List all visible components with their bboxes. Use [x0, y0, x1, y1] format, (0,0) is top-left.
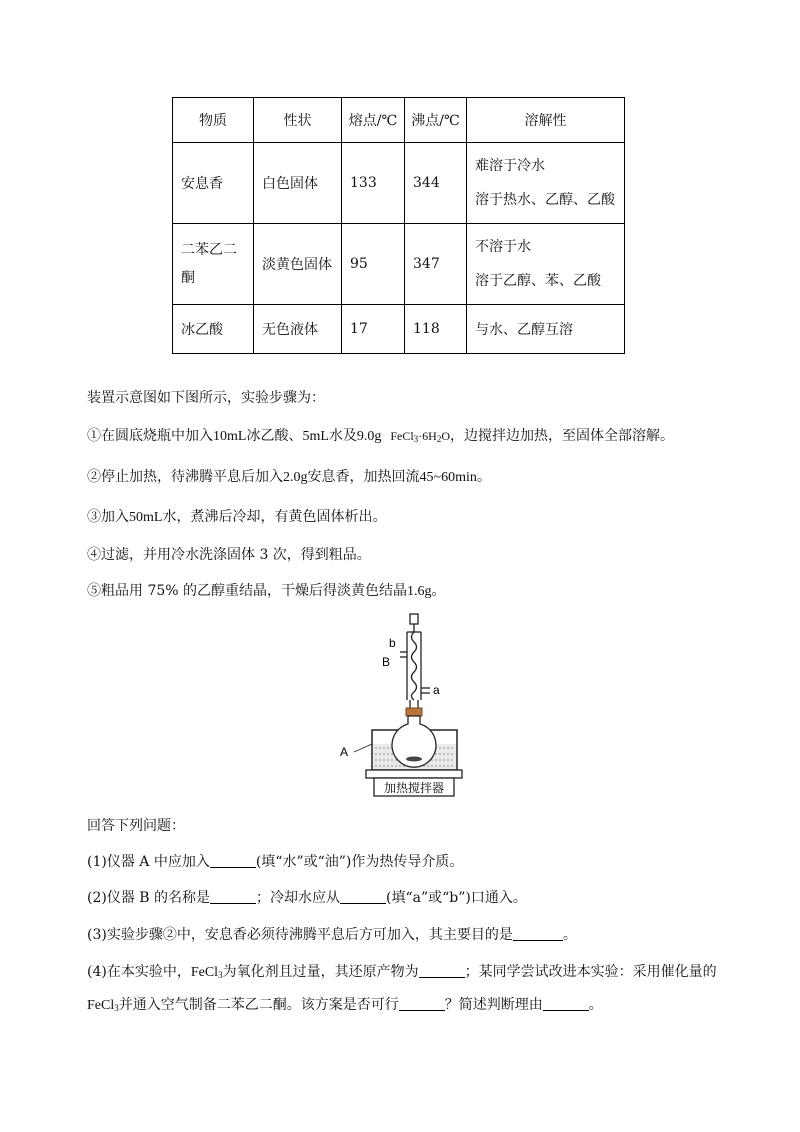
step-1: ①在圆底烧瓶中加入10mL冰乙酸、5mL水及9.0g $FeCl_3\cdot 6H_2O$，边搅拌边加热，至固体全部溶解。 [87, 428, 674, 444]
answer-blank[interactable] [210, 889, 256, 904]
cell-solubility: 与水、乙醇互溶 [467, 305, 625, 354]
label-A: A [340, 745, 349, 759]
label-b: b [389, 636, 396, 650]
condenser-icon [400, 614, 430, 708]
step-3: ③加入50mL水，煮沸后冷却，有黄色固体析出。 [87, 509, 387, 525]
cell-name: 安息香 [173, 143, 254, 224]
header-cell: 熔点/℃ [342, 98, 405, 143]
header-cell: 物质 [173, 98, 254, 143]
cell-bp: 347 [405, 224, 467, 305]
solubility-line: 难溶于冷水 [475, 158, 545, 174]
question-4: (4)在本实验中，FeCl$_3$为氧化剂且过量，其还原产物为 ；某同学尝试改进本实验：采用催化量的 [87, 964, 717, 980]
label-B: B [382, 655, 391, 669]
answer-blank[interactable] [340, 889, 386, 904]
cell-state: 淡黄色固体 [254, 224, 342, 305]
solubility-line: 不溶于水 [475, 239, 531, 255]
header-cell: 溶解性 [467, 98, 625, 143]
header-cell: 沸点/℃ [405, 98, 467, 143]
cell-solubility [467, 224, 625, 305]
answer-blank[interactable] [513, 926, 563, 941]
step-5: ⑤粗品用 75% 的乙醇重结晶，干燥后得淡黄色结晶1.6g。 [87, 583, 446, 599]
solubility-line: 溶于乙醇、苯、乙酸 [475, 273, 601, 289]
step-2: ②停止加热，待沸腾平息后加入2.0g安息香，加热回流45~60min。 [87, 469, 491, 485]
questions-lead: 回答下列问题： [87, 818, 185, 834]
cell-mp: 17 [342, 305, 405, 354]
cell-mp: 133 [342, 143, 405, 224]
table-row [173, 224, 625, 305]
step-4: ④过滤，并用冷水洗涤固体 3 次，得到粗品。 [87, 547, 371, 563]
apparatus-diagram [330, 612, 470, 808]
cell-state: 白色固体 [254, 143, 342, 224]
question-4-cont: FeCl$_3$并通入空气制备二苯乙二酮。该方案是否可行 ？简述判断理由 。 [87, 997, 603, 1013]
cell-solubility [467, 143, 625, 224]
stirrer-top [366, 770, 462, 778]
answer-blank[interactable] [419, 963, 465, 978]
answer-blank[interactable] [543, 996, 589, 1011]
question-3: (3)实验步骤②中，安息香必须待沸腾平息后方可加入，其主要目的是 。 [87, 927, 577, 943]
question-1: (1)仪器 A 中应加入 (填“水”或“油”)作为热传导介质。 [87, 854, 464, 870]
question-2: (2)仪器 B 的名称是 ；冷却水应从 (填“a”或“b”)口通入。 [87, 890, 527, 906]
table-row [173, 143, 625, 224]
cell-bp: 118 [405, 305, 467, 354]
cell-mp: 95 [342, 224, 405, 305]
solubility-line: 溶于热水、乙醇、乙酸 [475, 192, 615, 208]
cell-name: 二苯乙二酮 [173, 224, 254, 305]
stirrer-label: 加热搅拌器 [383, 781, 445, 795]
header-cell: 性状 [254, 98, 342, 143]
intro-text: 装置示意图如下图所示，实验步骤为： [87, 390, 325, 406]
cell-name: 冰乙酸 [173, 305, 254, 354]
label-a: a [433, 683, 440, 697]
table-header-row [173, 98, 625, 143]
cell-state: 无色液体 [254, 305, 342, 354]
flask-icon [392, 716, 436, 767]
answer-blank[interactable] [210, 853, 256, 868]
table-row [173, 305, 625, 354]
cell-bp: 344 [405, 143, 467, 224]
properties-table [172, 97, 625, 354]
stopper-icon [406, 708, 422, 716]
answer-blank[interactable] [399, 996, 445, 1011]
